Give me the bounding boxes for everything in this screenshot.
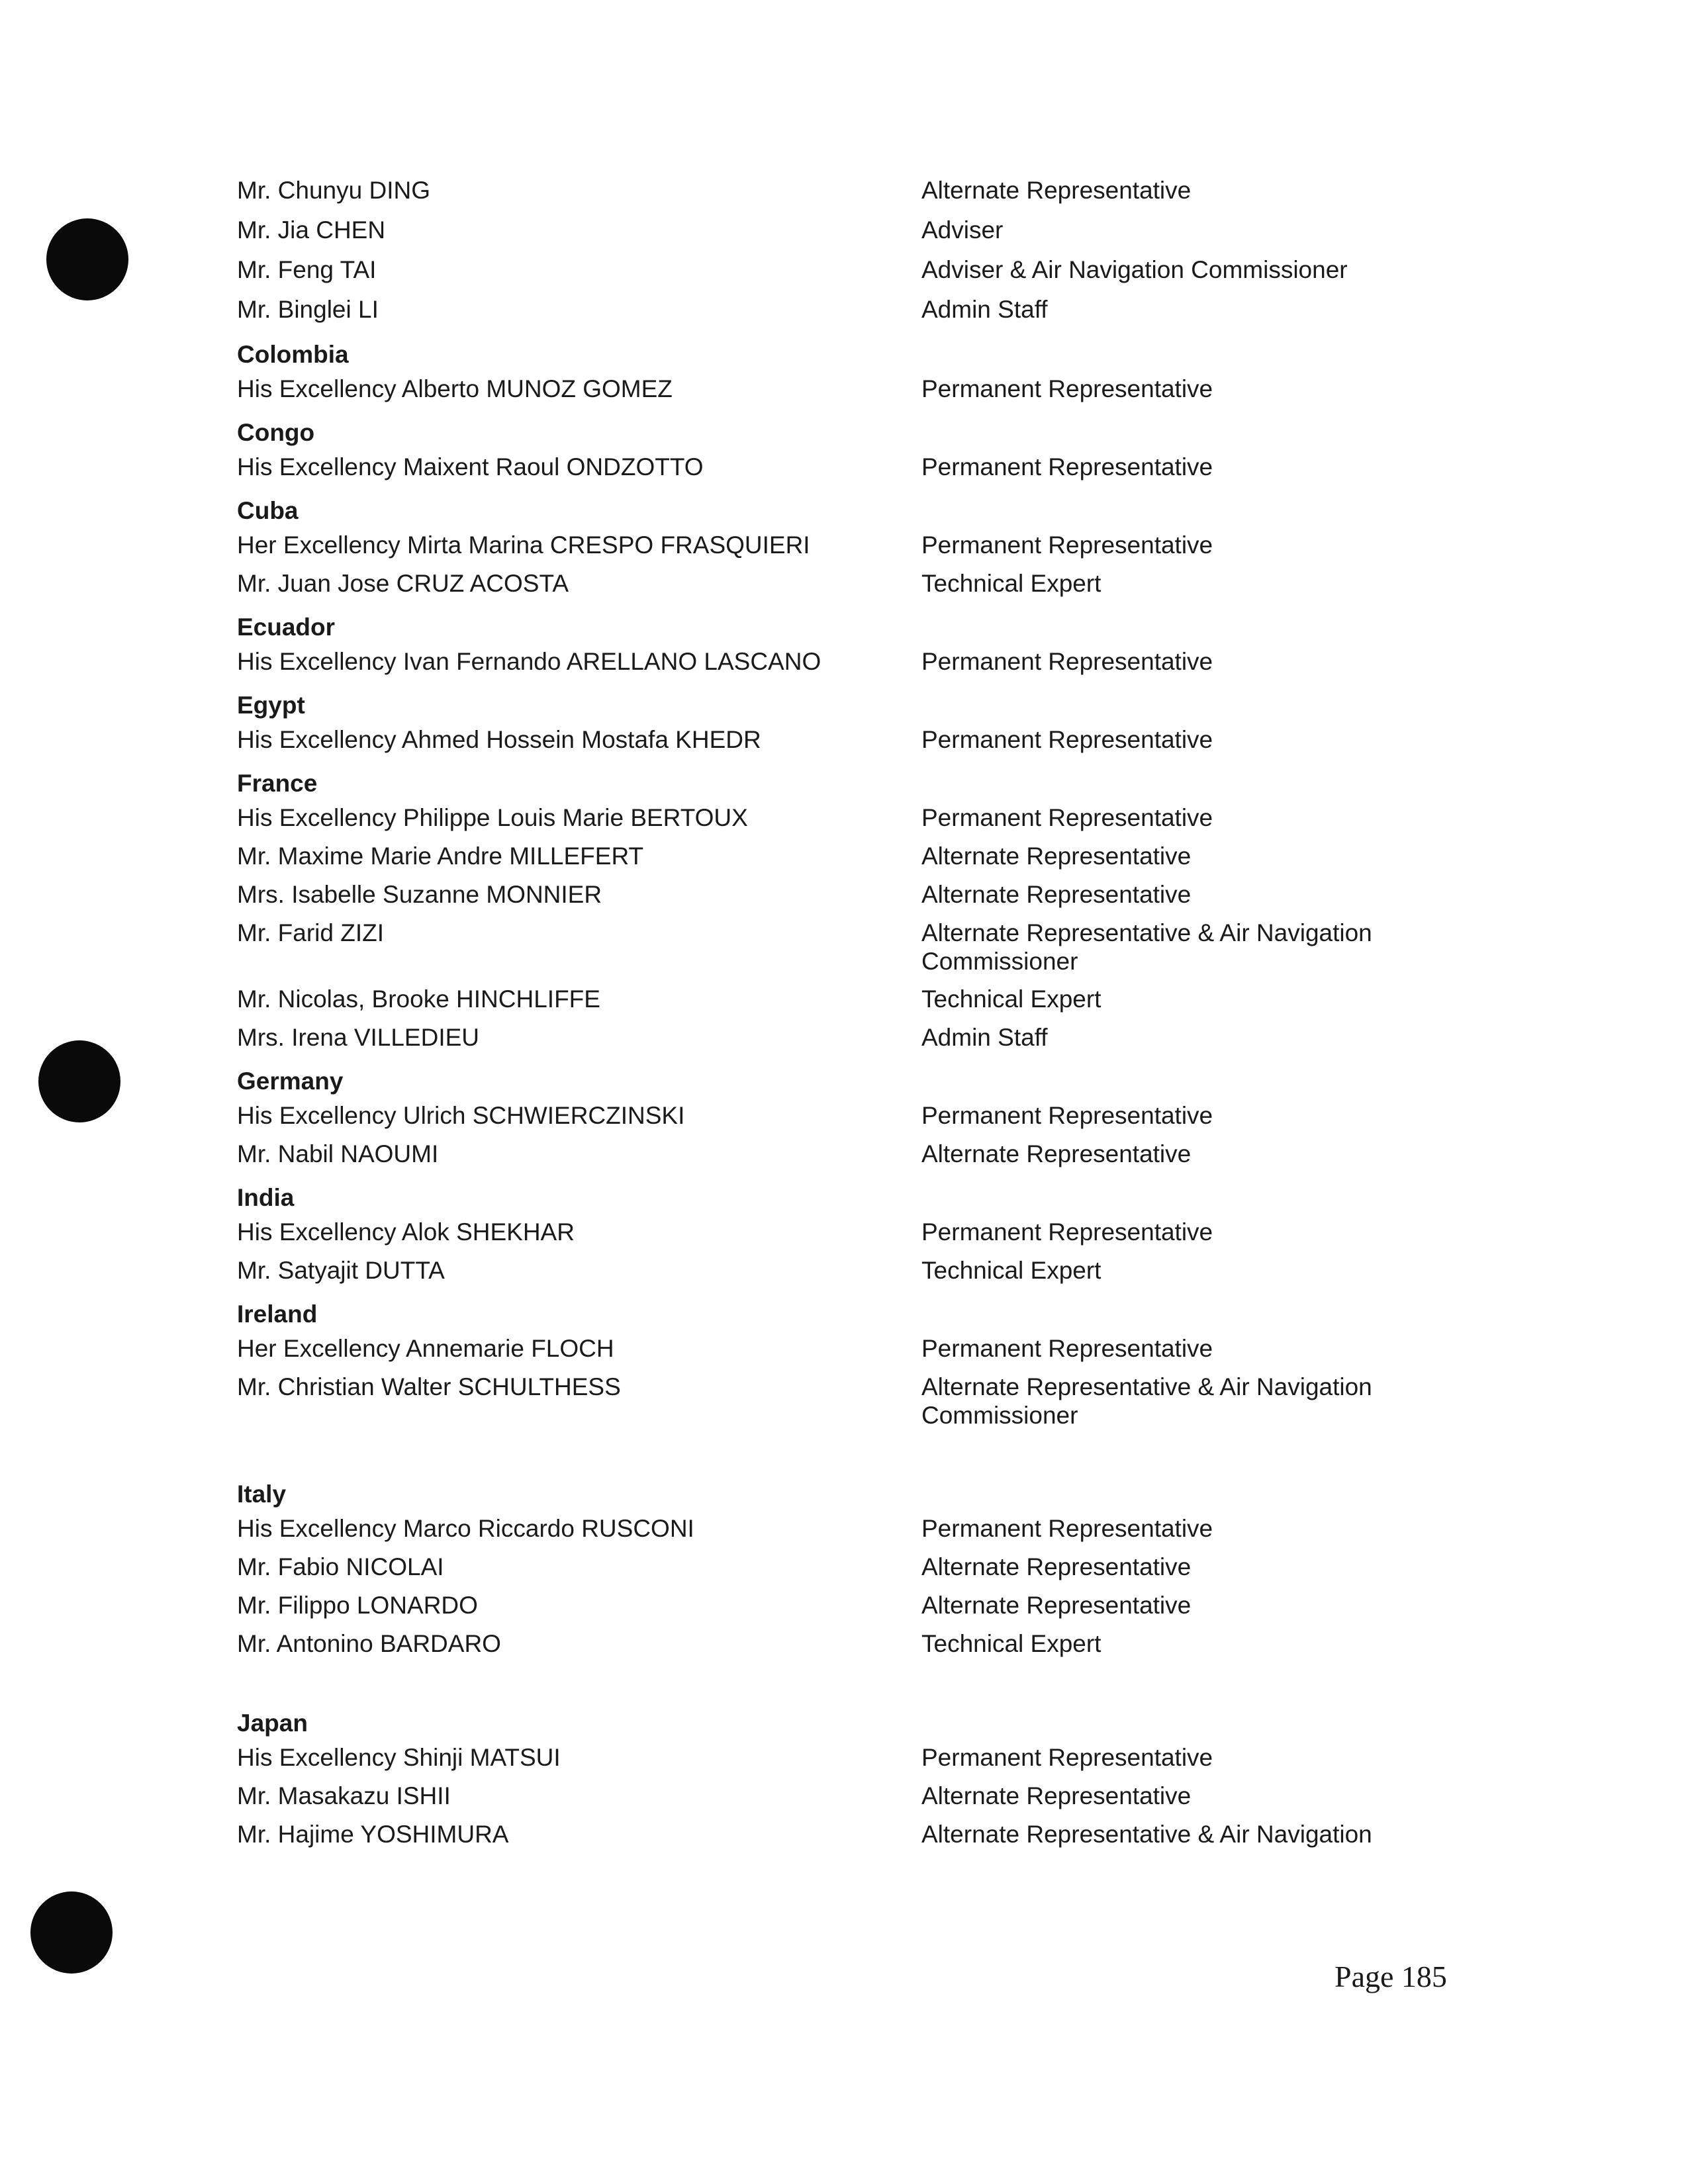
person-role: Alternate Representative (921, 881, 1192, 908)
person-role: Permanent Representative (921, 375, 1213, 402)
country-heading: Egypt (237, 692, 305, 719)
entry-row (237, 255, 1429, 295)
person-name: Mr. Feng TAI (237, 256, 377, 283)
entry-row (237, 647, 1429, 686)
continued-entries (237, 176, 1429, 335)
person-name: Mr. Filippo LONARDO (237, 1592, 478, 1619)
person-role: Admin Staff (921, 1024, 1048, 1051)
person-name: Mr. Satyajit DUTTA (237, 1257, 445, 1284)
country-section-ireland (237, 1295, 1429, 1439)
person-name: His Excellency Marco Riccardo RUSCONI (237, 1515, 694, 1542)
person-name: Mr. Nicolas, Brooke HINCHLIFFE (237, 985, 600, 1013)
person-role: Permanent Representative (921, 1218, 1213, 1246)
entry-row (237, 1820, 1429, 1858)
person-name: Her Excellency Annemarie FLOCH (237, 1335, 614, 1362)
person-name: Her Excellency Mirta Marina CRESPO FRASQUIERI (237, 531, 810, 559)
country-heading: Japan (237, 1709, 308, 1737)
binder-hole (38, 1040, 120, 1122)
entry-row (237, 216, 1429, 255)
person-role: Alternate Representative (921, 1592, 1192, 1619)
country-section-colombia (237, 335, 1429, 413)
delegation-roster (237, 176, 1429, 1858)
country-section-egypt (237, 686, 1429, 764)
entry-row (237, 985, 1429, 1023)
person-role: Technical Expert (921, 985, 1102, 1013)
entry-row (237, 176, 1429, 216)
country-section-italy (237, 1475, 1429, 1668)
country-heading: Italy (237, 1480, 287, 1508)
country-heading: Ecuador (237, 614, 336, 641)
country-section-congo (237, 413, 1429, 491)
person-role: Technical Expert (921, 1630, 1102, 1657)
person-role: Permanent Representative (921, 648, 1213, 675)
person-name: Mr. Maxime Marie Andre MILLEFERT (237, 842, 644, 870)
person-role: Alternate Representative (921, 1140, 1192, 1167)
person-role: Permanent Representative (921, 531, 1213, 559)
country-heading: Colombia (237, 341, 349, 368)
person-role: Permanent Representative (921, 1102, 1213, 1129)
entry-row (237, 1218, 1429, 1256)
country-heading: Cuba (237, 497, 299, 524)
country-heading: India (237, 1184, 295, 1211)
person-role: Alternate Representative & Air Navigation (921, 1821, 1372, 1848)
country-section-cuba (237, 491, 1429, 608)
entry-row (237, 1743, 1429, 1782)
person-name: Mrs. Irena VILLEDIEU (237, 1024, 480, 1051)
person-name: His Excellency Ahmed Hossein Mostafa KHEDR (237, 726, 761, 753)
person-name: His Excellency Ivan Fernando ARELLANO LASCANO (237, 648, 821, 675)
person-role: Permanent Representative (921, 804, 1213, 831)
person-role: Adviser (921, 216, 1004, 244)
person-role: Alternate Representative (921, 842, 1192, 870)
person-name: His Excellency Maixent Raoul ONDZOTTO (237, 453, 704, 480)
person-name: His Excellency Shinji MATSUI (237, 1744, 561, 1771)
person-name: Mr. Masakazu ISHII (237, 1782, 451, 1809)
entry-row (237, 1334, 1429, 1373)
person-role: Permanent Representative (921, 1335, 1213, 1362)
person-role: Alternate Representative (921, 177, 1192, 204)
country-heading: Congo (237, 419, 315, 446)
person-name: Mr. Antonino BARDARO (237, 1630, 501, 1657)
entry-row (237, 1256, 1429, 1295)
entry-row (237, 1629, 1429, 1668)
country-section-india (237, 1178, 1429, 1295)
person-role: Permanent Representative (921, 1515, 1213, 1542)
entry-row (237, 842, 1429, 880)
person-role: Permanent Representative (921, 726, 1213, 753)
person-role: Alternate Representative (921, 1553, 1192, 1580)
entry-row (237, 725, 1429, 764)
person-name: Mr. Christian Walter SCHULTHESS (237, 1373, 621, 1400)
person-name: Mr. Juan Jose CRUZ ACOSTA (237, 570, 569, 597)
entry-row (237, 1553, 1429, 1591)
country-heading: Ireland (237, 1300, 318, 1328)
person-name: Mr. Chunyu DING (237, 177, 430, 204)
entry-row (237, 1782, 1429, 1820)
person-role: Permanent Representative (921, 1744, 1213, 1771)
entry-row (237, 1023, 1429, 1062)
entry-row (237, 919, 1429, 985)
country-section-japan (237, 1704, 1429, 1858)
person-name: His Excellency Ulrich SCHWIERCZINSKI (237, 1102, 685, 1129)
person-role: Technical Expert (921, 1257, 1102, 1284)
entry-row (237, 531, 1429, 569)
entry-row (237, 1373, 1429, 1439)
person-name: Mrs. Isabelle Suzanne MONNIER (237, 881, 602, 908)
person-name: Mr. Jia CHEN (237, 216, 386, 244)
entry-row (237, 375, 1429, 413)
entry-row (237, 1140, 1429, 1178)
person-name: His Excellency Alok SHEKHAR (237, 1218, 575, 1246)
country-section-germany (237, 1062, 1429, 1178)
entry-row (237, 803, 1429, 842)
person-name: His Excellency Philippe Louis Marie BERTOUX (237, 804, 748, 831)
person-name: Mr. Nabil NAOUMI (237, 1140, 439, 1167)
country-section-ecuador (237, 608, 1429, 686)
entry-row (237, 880, 1429, 919)
entry-row (237, 1101, 1429, 1140)
entry-row (237, 453, 1429, 491)
person-name: Mr. Fabio NICOLAI (237, 1553, 444, 1580)
binder-hole (30, 1891, 113, 1974)
entry-row (237, 295, 1429, 335)
country-heading: Germany (237, 1068, 344, 1095)
entry-row (237, 1591, 1429, 1629)
entry-row (237, 1514, 1429, 1553)
person-role: Admin Staff (921, 296, 1048, 323)
person-role: Adviser & Air Navigation Commissioner (921, 256, 1348, 283)
person-role: Permanent Representative (921, 453, 1213, 480)
person-name: Mr. Farid ZIZI (237, 919, 384, 946)
binder-hole (46, 218, 128, 300)
person-role: Technical Expert (921, 570, 1102, 597)
country-section-france (237, 764, 1429, 1062)
person-name: Mr. Binglei LI (237, 296, 379, 323)
entry-row (237, 569, 1429, 608)
person-role: Alternate Representative & Air Navigation Commissioner (921, 919, 1372, 975)
person-role: Alternate Representative (921, 1782, 1192, 1809)
country-heading: France (237, 770, 318, 797)
person-name: His Excellency Alberto MUNOZ GOMEZ (237, 375, 673, 402)
page-number: Page 185 (1335, 1960, 1447, 1993)
person-name: Mr. Hajime YOSHIMURA (237, 1821, 509, 1848)
person-role: Alternate Representative & Air Navigation Commissioner (921, 1373, 1372, 1429)
